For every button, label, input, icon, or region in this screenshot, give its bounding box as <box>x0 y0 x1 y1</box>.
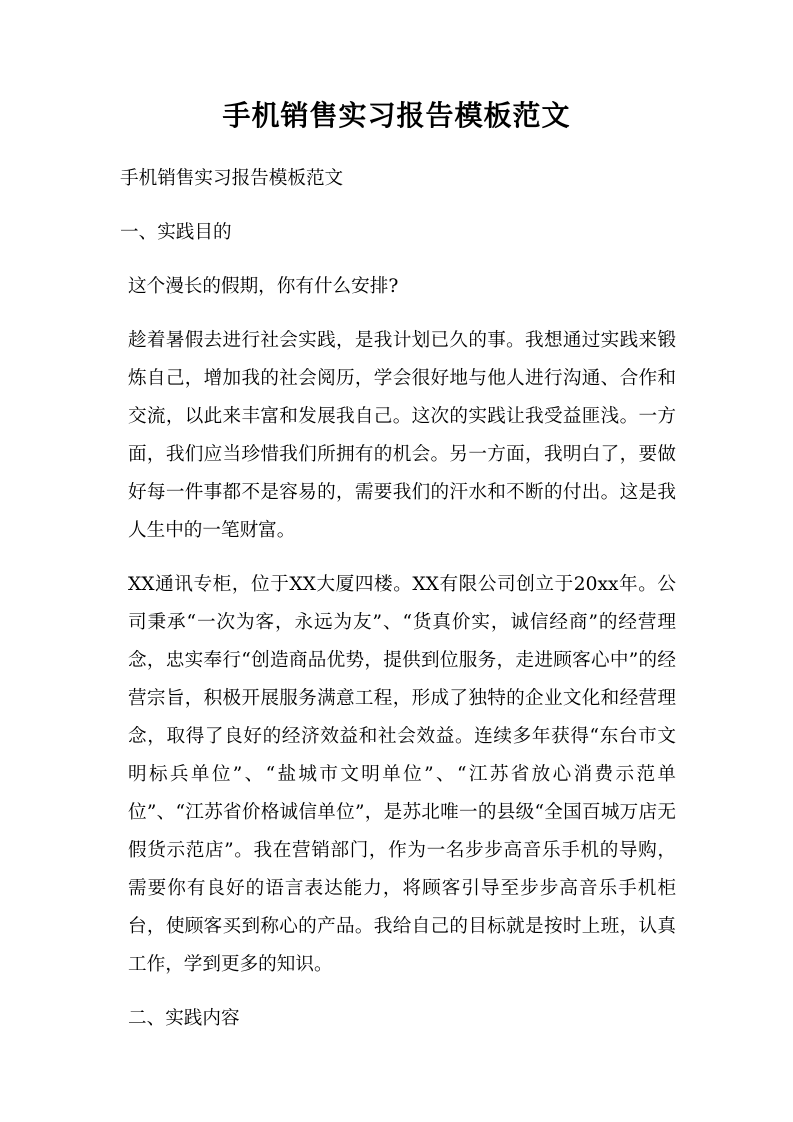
document-body <box>120 160 676 1054</box>
document-subtitle: 手机销售实习报告模板范文 <box>120 168 344 189</box>
document-title: 手机销售实习报告模板范文 <box>222 99 571 132</box>
paragraph-company: XX通讯专柜，位于XX大厦四楼。XX有限公司创立于20xx年。公司秉承“一次为客，永远为友”、“货真价实，诚信经商”的经营理念，忠实奉行“创造商品优势，提供到位服务，走进顾客心中”的经营宗旨，积极开展服务满意工程，形成了独特的企业文化和经营理念，取得了良好的经济效益和社会效益。连续多年获得“东台市文明标兵单位”、“盐城市文明单位”、“江苏省放心消费示范单位”、“江苏省价格诚信单位”，是苏北唯一的县级“全国百城万店无假货示范店”。我在营销部门，作为一名步步高音乐手机的导购，需要你有良好的语言表达能力，将顾客引导至步步高音乐手机柜台，使顾客买到称心的产品。我给自己的目标就是按时上班，认真工作，学到更多的知识。 <box>128 574 676 975</box>
paragraph-purpose: 趁着暑假去进行社会实践，是我计划已久的事。我想通过实践来锻炼自己，增加我的社会阅历，学会很好地与他人进行沟通、合作和交流，以此来丰富和发展我自己。这次的实践让我受益匪浅。一方面，我们应当珍惜我们所拥有的机会。另一方面，我明白了，要做好每一件事都不是容易的，需要我们的汗水和不断的付出。这是我人生中的一笔财富。 <box>128 330 676 541</box>
section-heading-2: 二、实践内容 <box>128 1008 240 1029</box>
section-heading-1: 一、实践目的 <box>120 222 232 243</box>
paragraph-question: 这个漫长的假期，你有什么安排? <box>128 276 399 297</box>
